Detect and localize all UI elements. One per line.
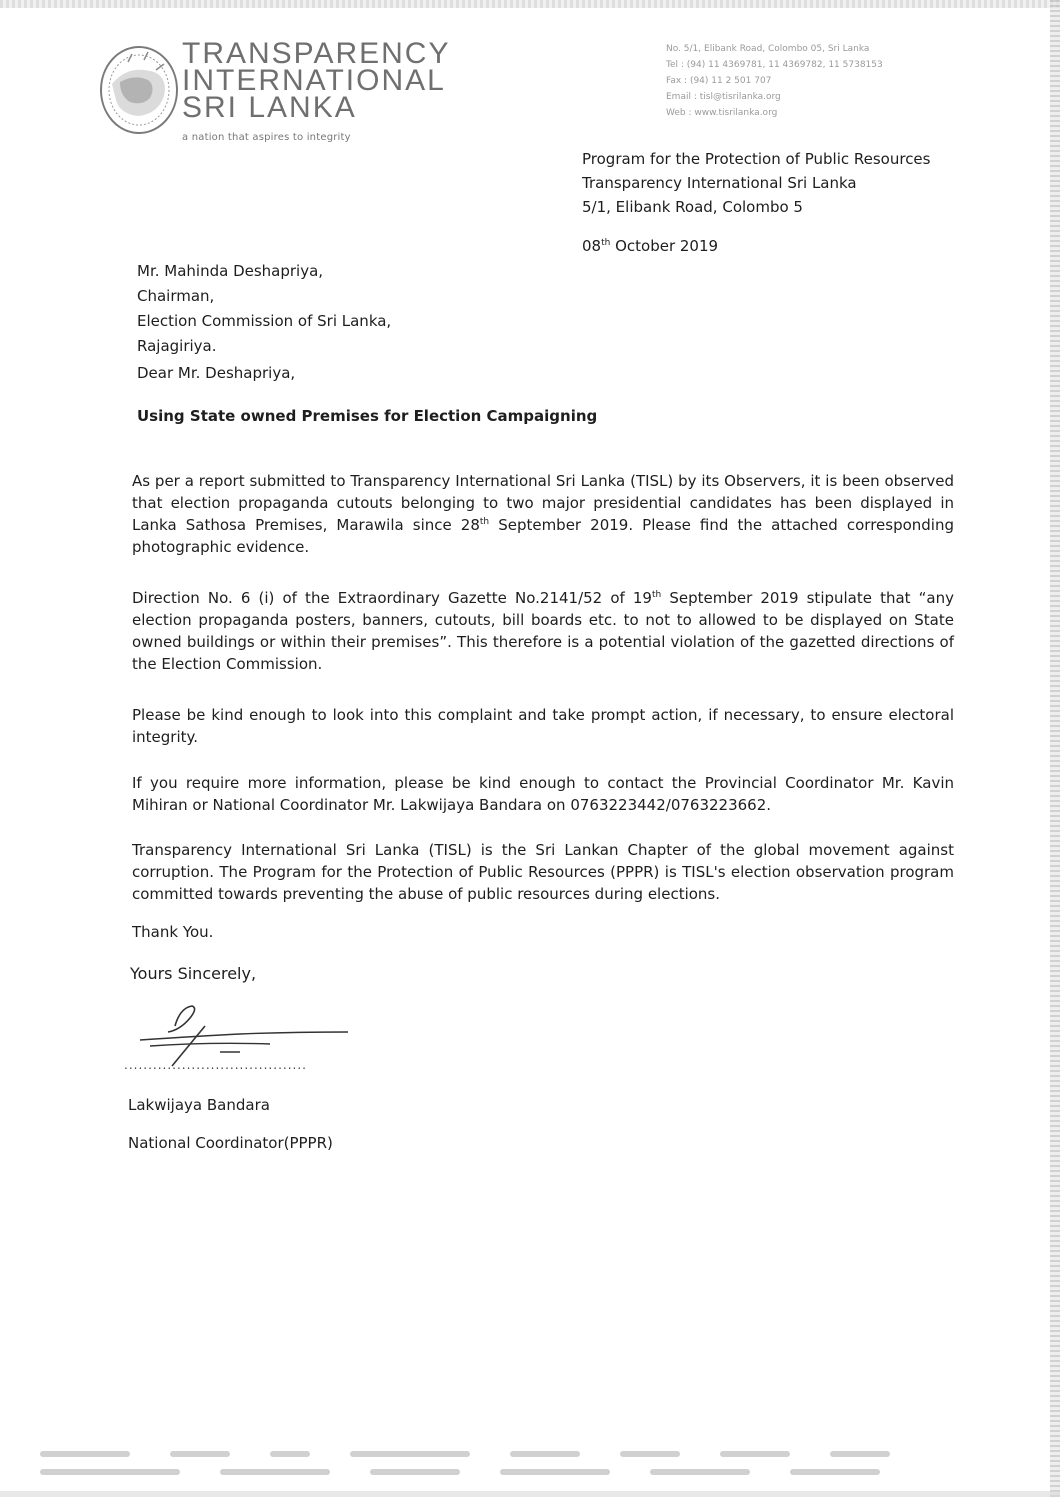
- body-paragraph-5: Transparency International Sri Lanka (TISL) is the Sri Lankan Chapter of the global movement against corruption. The Program for the Protection of Public Resources (PPPR) is TISL's election observation program committed towards preventing the abuse of public resources during elections.: [132, 841, 954, 903]
- org-name-line3: SRI LANKA: [182, 91, 357, 124]
- salutation: Dear Mr. Deshapriya,: [137, 364, 296, 382]
- contact-email: Email : tisl@tisrilanka.org: [666, 92, 781, 102]
- p2-sup: th: [651, 590, 662, 600]
- sender-line3: 5/1, Elibank Road, Colombo 5: [582, 198, 803, 216]
- closing-thanks: Thank You.: [132, 923, 214, 941]
- recipient-place: Rajagiriya.: [137, 337, 217, 355]
- recipient-org: Election Commission of Sri Lanka,: [137, 312, 392, 330]
- scan-edge-bottom: [0, 1491, 1060, 1497]
- date-suffix: th: [601, 238, 611, 248]
- p2-text-b: September 2019 stipulate that “any election propaganda posters, banners, cutouts, bill boards etc. to not to allowed to be displayed on State owned buildings or within their premises”. This therefore is a potential violation of the gazetted directions of the Election Commission.: [132, 589, 954, 673]
- subject-line: Using State owned Premises for Election Campaigning: [137, 407, 598, 425]
- letter-date: [582, 237, 718, 255]
- scan-edge-right: [1050, 0, 1060, 1497]
- contact-address: No. 5/1, Elibank Road, Colombo 05, Sri Lanka: [666, 44, 870, 54]
- sender-line2: Transparency International Sri Lanka: [582, 174, 857, 192]
- contact-fax: Fax : (94) 11 2 501 707: [666, 76, 772, 86]
- org-tagline: a nation that aspires to integrity: [182, 132, 351, 143]
- p1-text-a: As per a report submitted to Transparency International Sri Lanka (TISL) by its Observers, it is been observed that election propaganda cutouts belonging to two major presidential candidates has been displayed in Lanka Sathosa Premises, Marawila since 28: [132, 472, 954, 534]
- date-day: 08: [582, 237, 602, 255]
- scan-edge-top: [0, 0, 1060, 8]
- contact-web: Web : www.tisrilanka.org: [666, 108, 778, 118]
- org-name-line1: TRANSPARENCY: [182, 37, 451, 70]
- recipient-address: [137, 259, 391, 359]
- signer-name: Lakwijaya Bandara: [128, 1096, 270, 1114]
- p1-text-b: September 2019. Please find the attached corresponding photographic evidence.: [132, 516, 955, 556]
- p1-sup: th: [479, 517, 490, 527]
- letterhead-contact: [666, 41, 883, 121]
- sender-line1: Program for the Protection of Public Resources: [582, 150, 931, 168]
- body-paragraph-2: [132, 587, 954, 675]
- recipient-title: Chairman,: [137, 287, 215, 305]
- p2-text-a: Direction No. 6 (i) of the Extraordinary Gazette No.2141/52 of 19: [132, 589, 652, 607]
- date-rest: October 2019: [610, 237, 719, 255]
- letterhead-footer: [40, 1447, 1020, 1487]
- sender-address: [582, 147, 930, 219]
- body-paragraph-1: [132, 470, 954, 558]
- body-paragraph-3: Please be kind enough to look into this complaint and take prompt action, if necessary, to ensure electoral integrity.: [132, 706, 954, 746]
- signer-title: National Coordinator(PPPR): [128, 1134, 333, 1152]
- org-name-line2: INTERNATIONAL: [182, 64, 446, 97]
- body-paragraph-4: If you require more information, please be kind enough to contact the Provincial Coordinator Mr. Kavin Mihiran or National Coordinator Mr. Lakwijaya Bandara on 0763223442/0763223662.: [132, 774, 954, 814]
- signature-line: ......................................: [124, 1058, 307, 1072]
- org-name: [182, 37, 451, 124]
- tisl-logo-icon: [98, 44, 180, 136]
- contact-tel: Tel : (94) 11 4369781, 11 4369782, 11 5738153: [666, 60, 883, 70]
- recipient-name: Mr. Mahinda Deshapriya,: [137, 262, 324, 280]
- signoff: Yours Sincerely,: [130, 964, 257, 983]
